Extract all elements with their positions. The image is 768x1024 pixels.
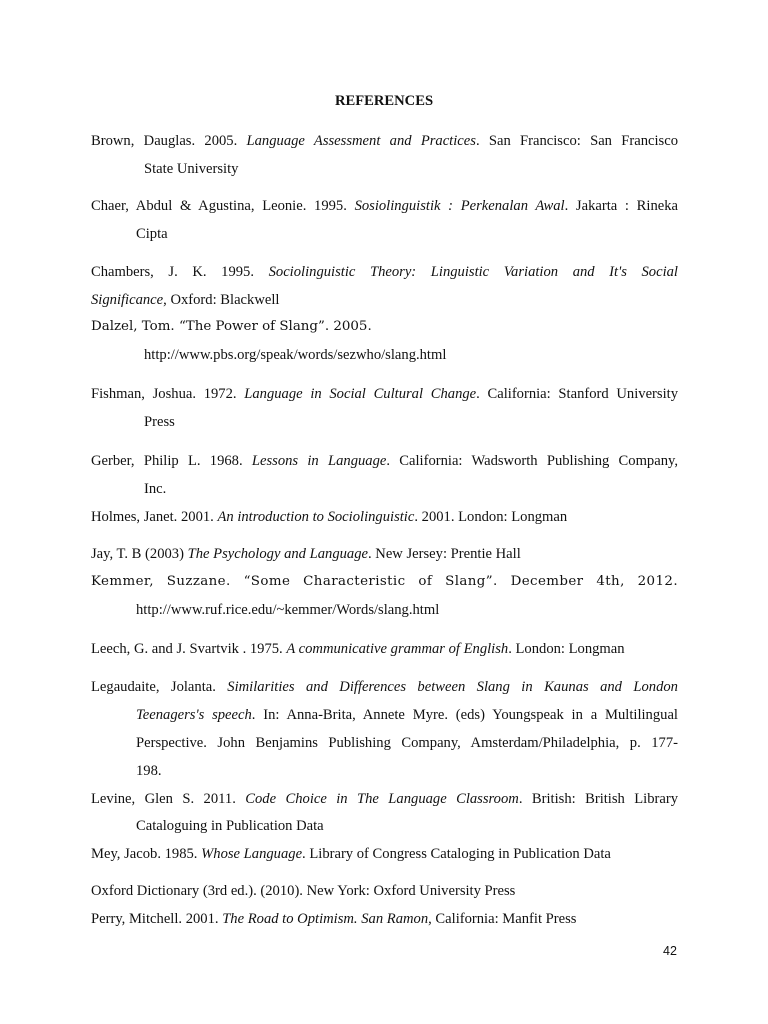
ref-kemmer-url[interactable]: http://www.ruf.rice.edu/~kemmer/Words/slang.html [136,602,440,618]
page-number: 42 [663,944,677,958]
ref-chaer-line1: Chaer, Abdul & Agustina, Leonie. 1995. Sosiolinguistik : Perkenalan Awal. Jakarta : Rineka [91,198,679,214]
ref-jay-line1: Jay, T. B (2003) The Psychology and Language. New Jersey: Prentie Hall [91,546,521,562]
ref-holmes-line1: Holmes, Janet. 2001. An introduction to Sociolinguistic. 2001. London: Longman [91,509,568,525]
ref-legaudaite-line4: 198. [136,763,162,779]
ref-fishman-line1: Fishman, Joshua. 1972. Language in Social Cultural Change. California: Stanford University [91,386,678,402]
ref-legaudaite-line1: Legaudaite, Jolanta. Similarities and Differences between Slang in Kaunas and London [91,679,678,695]
page-heading: REFERENCES [334,93,434,109]
ref-chambers-line2: Significance, Oxford: Blackwell [91,292,280,308]
ref-levine-line2: Cataloguing in Publication Data [136,818,324,834]
ref-kemmer-line1: Kemmer, Suzzane. “Some Characteristic of Slang”. December 4th, 2012. [91,574,678,589]
ref-gerber-line2: Inc. [144,481,167,497]
ref-oxford-line1: Oxford Dictionary (3rd ed.). (2010). New York: Oxford University Press [91,883,516,899]
ref-legaudaite-line3: Perspective. John Benjamins Publishing Company, Amsterdam/Philadelphia, p. 177- [136,735,678,751]
ref-leech-line1: Leech, G. and J. Svartvik . 1975. A communicative grammar of English. London: Longman [91,641,625,657]
ref-mey-line1: Mey, Jacob. 1985. Whose Language. Library of Congress Cataloging in Publication Data [91,846,611,862]
ref-fishman-line2: Press [144,414,175,430]
ref-gerber-line1: Gerber, Philip L. 1968. Lessons in Language. California: Wadsworth Publishing Company, [91,453,678,469]
ref-dalzel-url[interactable]: http://www.pbs.org/speak/words/sezwho/slang.html [144,347,447,363]
ref-legaudaite-line2: Teenagers's speech. In: Anna-Brita, Annete Myre. (eds) Youngspeak in a Multilingual [136,707,678,723]
ref-brown-line1: Brown, Dauglas. 2005. Language Assessment and Practices. San Francisco: San Francisco [91,133,678,149]
ref-levine-line1: Levine, Glen S. 2011. Code Choice in The Language Classroom. British: British Library [91,791,679,807]
ref-chaer-line2: Cipta [136,226,168,242]
ref-chambers-line1: Chambers, J. K. 1995. Sociolinguistic Theory: Linguistic Variation and It's Social [91,264,678,280]
ref-dalzel-line1: Dalzel, Tom. “The Power of Slang”. 2005. [91,319,372,334]
ref-perry-line1: Perry, Mitchell. 2001. The Road to Optimism. San Ramon, California: Manfit Press [91,911,577,927]
ref-brown-line2: State University [144,161,239,177]
